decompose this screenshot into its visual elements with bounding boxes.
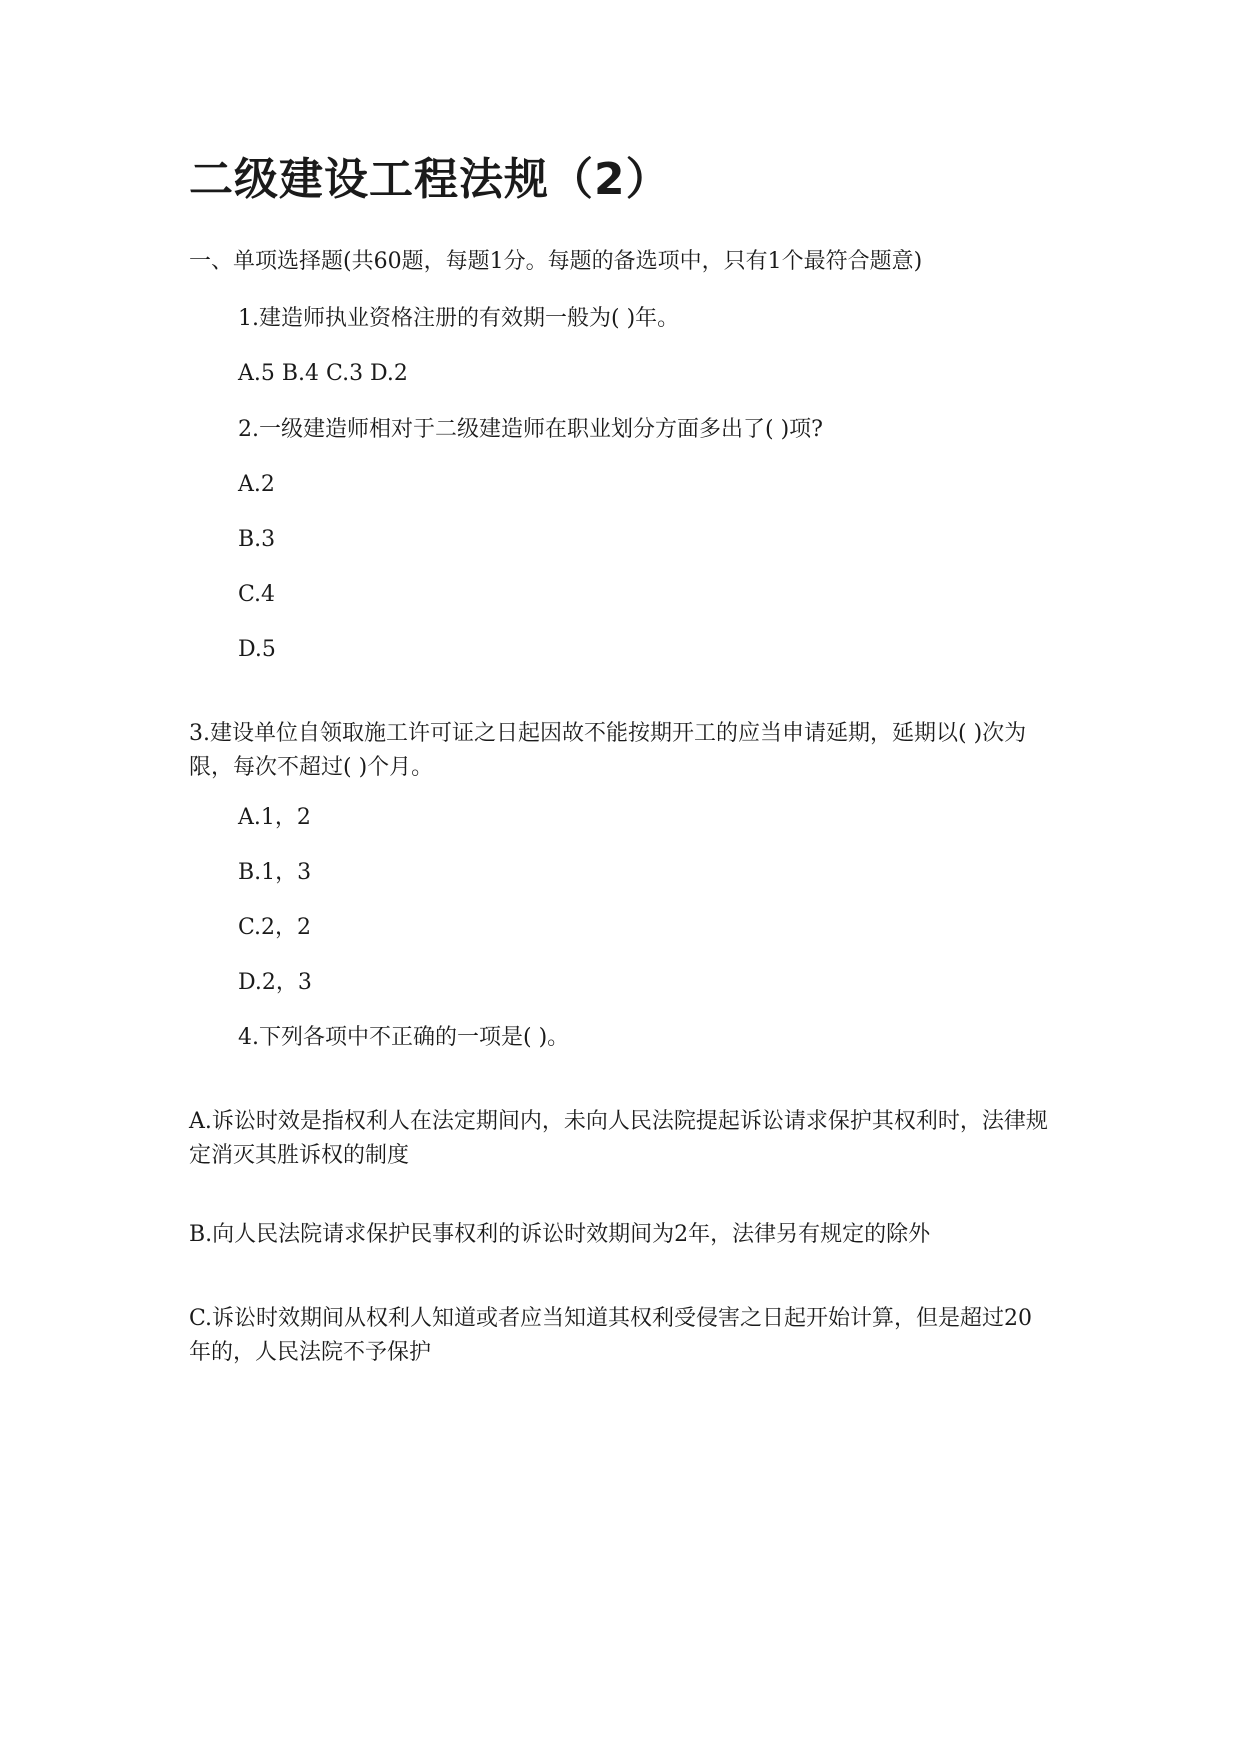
- question-3-option-c: C.2，2: [238, 915, 312, 940]
- section-heading: 一、单项选择题(共60题，每题1分。每题的备选项中，只有1个最符合题意): [189, 249, 923, 274]
- question-4-option-b: B.向人民法院请求保护民事权利的诉讼时效期间为2年，法律另有规定的除外: [189, 1222, 931, 1247]
- question-2-option-b: B.3: [238, 527, 276, 552]
- question-4-stem: 4.下列各项中不正确的一项是( )。: [238, 1025, 570, 1050]
- question-1-options: A.5 B.4 C.3 D.2: [238, 361, 408, 386]
- question-3-stem: 3.建设单位自领取施工许可证之日起因故不能按期开工的应当申请延期，延期以( )次为限，每次不超过( )个月。: [189, 721, 1027, 780]
- question-2-option-d: D.5: [238, 637, 276, 662]
- question-2-option-c: C.4: [238, 582, 276, 607]
- document-title: 二级建设工程法规（2）: [189, 154, 671, 205]
- question-3-option-d: D.2，3: [238, 970, 312, 995]
- question-2-option-a: A.2: [238, 472, 275, 497]
- question-4-option-c: C.诉讼时效期间从权利人知道或者应当知道其权利受侵害之日起开始计算，但是超过20年的，人民法院不予保护: [189, 1306, 1033, 1365]
- question-2-stem: 2.一级建造师相对于二级建造师在职业划分方面多出了( )项?: [238, 417, 823, 442]
- question-3-option-b: B.1，3: [238, 860, 312, 885]
- question-3-option-a: A.1，2: [238, 805, 311, 830]
- question-4-option-a: A.诉讼时效是指权利人在法定期间内，未向人民法院提起诉讼请求保护其权利时，法律规定消灭其胜诉权的制度: [189, 1109, 1048, 1168]
- question-1-stem: 1.建造师执业资格注册的有效期一般为( )年。: [238, 306, 680, 331]
